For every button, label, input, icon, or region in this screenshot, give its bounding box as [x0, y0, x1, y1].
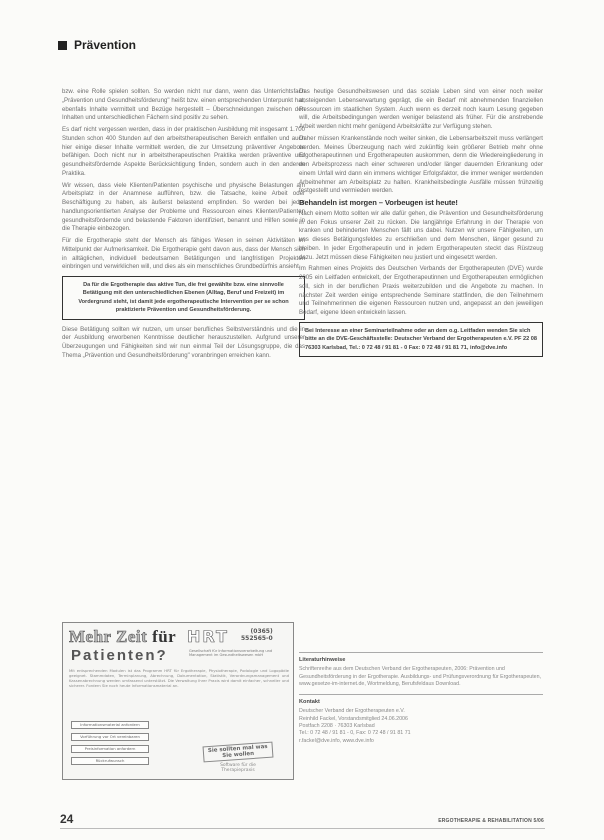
ad-phone [241, 628, 273, 642]
ad-stamp-area [203, 741, 273, 773]
paragraph: Es darf nicht vergessen werden, dass in der praktischen Ausbildung mit insgesamt 1.700 Stunden schon 400 Stunden auf den arbeitstherapeutischen Bereich entfallen und auch hier einige dieser Inhalte vermittelt werden, die zur Umsetzung präventiver Angebote befähigen. Doch nicht nur in arbeitstherapeutischen Praktika werden präventive und gesundheitsfördernde Aspekte Berücksichtigung finden, sondern auch in den anderen Praktika. [62, 126, 305, 177]
divider [299, 652, 543, 653]
divider [299, 694, 543, 695]
paragraph: Nach einem Motto sollten wir alle dafür gehen, die Prävention und Gesundheitsförderung in den Fokus unserer Zeit zu rücken. Die langjährige Erfahrung in der Therapie von kranken und behinderten Menschen fällt uns dabei. Nutzen wir unsere Fähigkeiten, um uns dieses Betätigungsfeldes zu erschließen und dem Menschen, länger gesund zu bleiben. In jeder Ergotherapeutin und in jedem Ergotherapeuten steckt das Rüstzeug dazu. Jetzt müssen diese Fähigkeiten neu justiert und eingesetzt werden. [299, 209, 543, 261]
ad-phone-area: (0365) [250, 628, 273, 635]
footer-divider [60, 828, 545, 829]
literature-label: Literaturhinweise [299, 657, 346, 663]
ad-option-demo[interactable]: Vorführung vor Ort vereinbaren [71, 733, 149, 741]
ad-stamp: Sie sollten mal was Sie wollen [203, 742, 274, 763]
info-section [299, 652, 543, 751]
paragraph: Diese Betätigung sollten wir nutzen, um unser berufliches Selbstverständnis und die in der Ausbildung erworbenen Kenntnisse deutlicher herauszustellen. Aufgrund unserer Überzeugungen und Fähigkeiten sind wir nun einmal Teil der Lösungsgruppe, die das Thema „Prävention und Gesundheitsförderung" voranbringen erreichen kann. [62, 325, 305, 359]
literature-text: Schriftenreihe aus dem Deutschen Verband der Ergotherapeuten, 2006: Prävention und Gesundheitsförderung in der Ergotherapie. Ausbildungs- und Prüfungsverordnung für Ergotherapeuten, www.gesetze-im-internet.de, Wortmeldung, Berufsfeldaus Download. [299, 666, 542, 687]
ad-headline-word: Mehr Zeit [69, 627, 148, 646]
contact-box: Bei Interesse an einer Seminarteilnahme oder an dem o.g. Leitfaden wenden Sie sich bitte an die DVE-Geschäftsstelle: Deutscher Verband der Ergotherapeuten e.V. PF 22 08 76303 Karlsbad, Tel.: 0 72 48 / 91 81 - 0 Fax: 0 72 48 / 91 81 71, info@dve.info [299, 322, 543, 357]
ad-option-info[interactable]: Informationsmaterial anfordern [71, 721, 149, 729]
section-title: Prävention [74, 38, 137, 52]
contact-line: r.fackel@dve.info, www.dve.info [299, 737, 374, 744]
paragraph: Wir wissen, dass viele Klienten/Patienten psychische und physische Belastungen am Arbeitsplatz in der Anamnese aufführen, bzw. die Tatsache, keine Arbeit oder Beschäftigung zu haben, als äußerst belastend empfinden. So werden bei jeder handlungsorientierten Analyse der Probleme und Ressourcen eines Klienten/Patienten gesundheitsfördernde und belastende Faktoren identifiziert, benannt und Hilfen sowie in die Therapie einbezogen. [62, 181, 305, 233]
page-number: 24 [60, 812, 74, 826]
contact-line: Deutscher Verband der Ergotherapeuten e.V. [299, 708, 405, 715]
journal-name: ERGOTHERAPIE & REHABILITATION 5/06 [438, 818, 544, 824]
paragraph: Das heutige Gesundheitswesen und das soziale Leben sind von einer noch weiter ansteigenden Lebenserwartung geprägt, die ein Bedarf mit abnehmenden finanziellen Ressourcen im staatlichen System. Auch wenn es derzeit noch kaum Lesung gegeben will, die Arbeitsbedingungen werden weniger belastend als früher. Für die anstrebende Arbeit werden nicht mehr genügend Arbeitskräfte zur Verfügung stehen. [299, 88, 543, 130]
contact-label: Kontakt [299, 699, 320, 706]
right-column [299, 88, 543, 363]
left-column [62, 88, 305, 364]
paragraph: Im Rahmen eines Projekts des Deutschen Verbands der Ergotherapeuten (DVE) wurde 2005 ein Leitfaden entwickelt, der Ergotherapeutinnen und Ergotherapeuten ermöglichen soll, sich in der beruflichen Praxis weiterzubilden und die Angebote zu machen. In nächster Zeit werden einige entsprechende Seminare stattfinden, die den Teilnehmern und Teilnehmerinnen die eigenen Ressourcen nutzen und, angepasst an den jeweiligen Bedarf, eigene Ideen entwickeln lassen. [299, 265, 543, 316]
section-header [58, 38, 136, 52]
subheading: Behandeln ist morgen – Vorbeugen ist heute! [299, 198, 458, 207]
paragraph: Für die Ergotherapie steht der Mensch als fähiges Wesen in seinen Aktivitäten im Mittelpunkt der Aufmerksamkeit. Die Ergotherapie geht davon aus, dass der Mensch sich in alltäglichen, individuell bedeutsamen Betätigungen und langfristigen Projekten einbringen und verwirklichen will, und dies als ein menschliches Grundbedürfnis ansieht. [62, 237, 305, 271]
ad-headline-patients: Patienten? [71, 647, 168, 664]
contact-line: Tel.: 0 72 48 / 91 81 - 0, Fax: 0 72 48 / 91 81 71 [299, 730, 411, 737]
paragraph: bzw. eine Rolle spielen sollten. So werden nicht nur dann, wenn das Unterrichtsfach „Prävention und Gesundheitsförderung" heißt bzw. einen entsprechenden Unterpunkt hat, ebenfalls Inhalte vermittelt und Bezüge hergestellt – Überschneidungen zwischen den Inhalten und unterschiedlichen Fächern sind positiv zu sehen. [62, 88, 305, 122]
square-bullet-icon [58, 41, 67, 50]
contact-line: Postfach 2208 · 76303 Karlsbad [299, 723, 375, 730]
ad-option-callback[interactable]: Rückrufwunsch [71, 757, 149, 765]
ad-body: Mit entsprechenden Modulen ist das Programm HRT für Ergotherapie, Physiotherapie, Podologie und Logopädie geeignet. Stammdaten, Terminplanung, Abrechnung, Dokumentation, Statistik, Verordnungsmanagement und Kassenabrechnung werden umfassend unterstützt. Die Verwaltung Ihrer Praxis wird damit einfacher, schneller und sicherer. Fordern Sie noch heute Informationsmaterial an. [69, 668, 289, 689]
ad-headline-word: für [152, 627, 177, 646]
contact-block [299, 699, 543, 745]
advertisement [62, 622, 294, 780]
literature-block [299, 657, 543, 688]
ad-phone-number: 552565-0 [241, 635, 273, 642]
ad-option-price[interactable]: Preisinformation anfordern [71, 745, 149, 753]
highlight-box: Da für die Ergotherapie das aktive Tun, die frei gewählte bzw. eine sinnvolle Betätigung mit den unterschiedlichen Ebenen (Alltag, Beruf und Freizeit) im Vordergrund steht, ist damit jede ergotherapeutische Intervention per se schon praktizierte Prävention und Gesundheitsförderung. [62, 276, 305, 320]
ad-caption: Software für die Therapiepraxis [220, 763, 256, 773]
ad-headline [69, 627, 176, 647]
contact-line: Reinhild Fackel, Vorstandsmitglied 24.06.2006 [299, 715, 408, 722]
ad-company: Gesellschaft für Informationsverarbeitung und Management im Gesundheitswesen mbH [189, 649, 273, 658]
paragraph: Daher müssen Krankenstände noch weiter sinken, die Lebensarbeitszeit muss verlängert werden. Meines Überzeugung nach wird zukünftig kein größerer Betrieb mehr ohne Ergotherapeutinnen und Ergotherapeuten auskommen, denn die Wiedereingliederung in den Arbeitsprozess nach einer schweren und/oder länger dauernden Erkrankung oder einem Unfall wird dann ein immens wichtiger Erfolgsfaktor, die immer weniger werdenden Arbeitnehmer am Arbeitsplatz zu halten. Krankheitsbedingte Ausfälle müssen frühzeitig festgestellt und vermieden werden. [299, 134, 543, 195]
ad-brand-logo: HRT [187, 627, 229, 646]
